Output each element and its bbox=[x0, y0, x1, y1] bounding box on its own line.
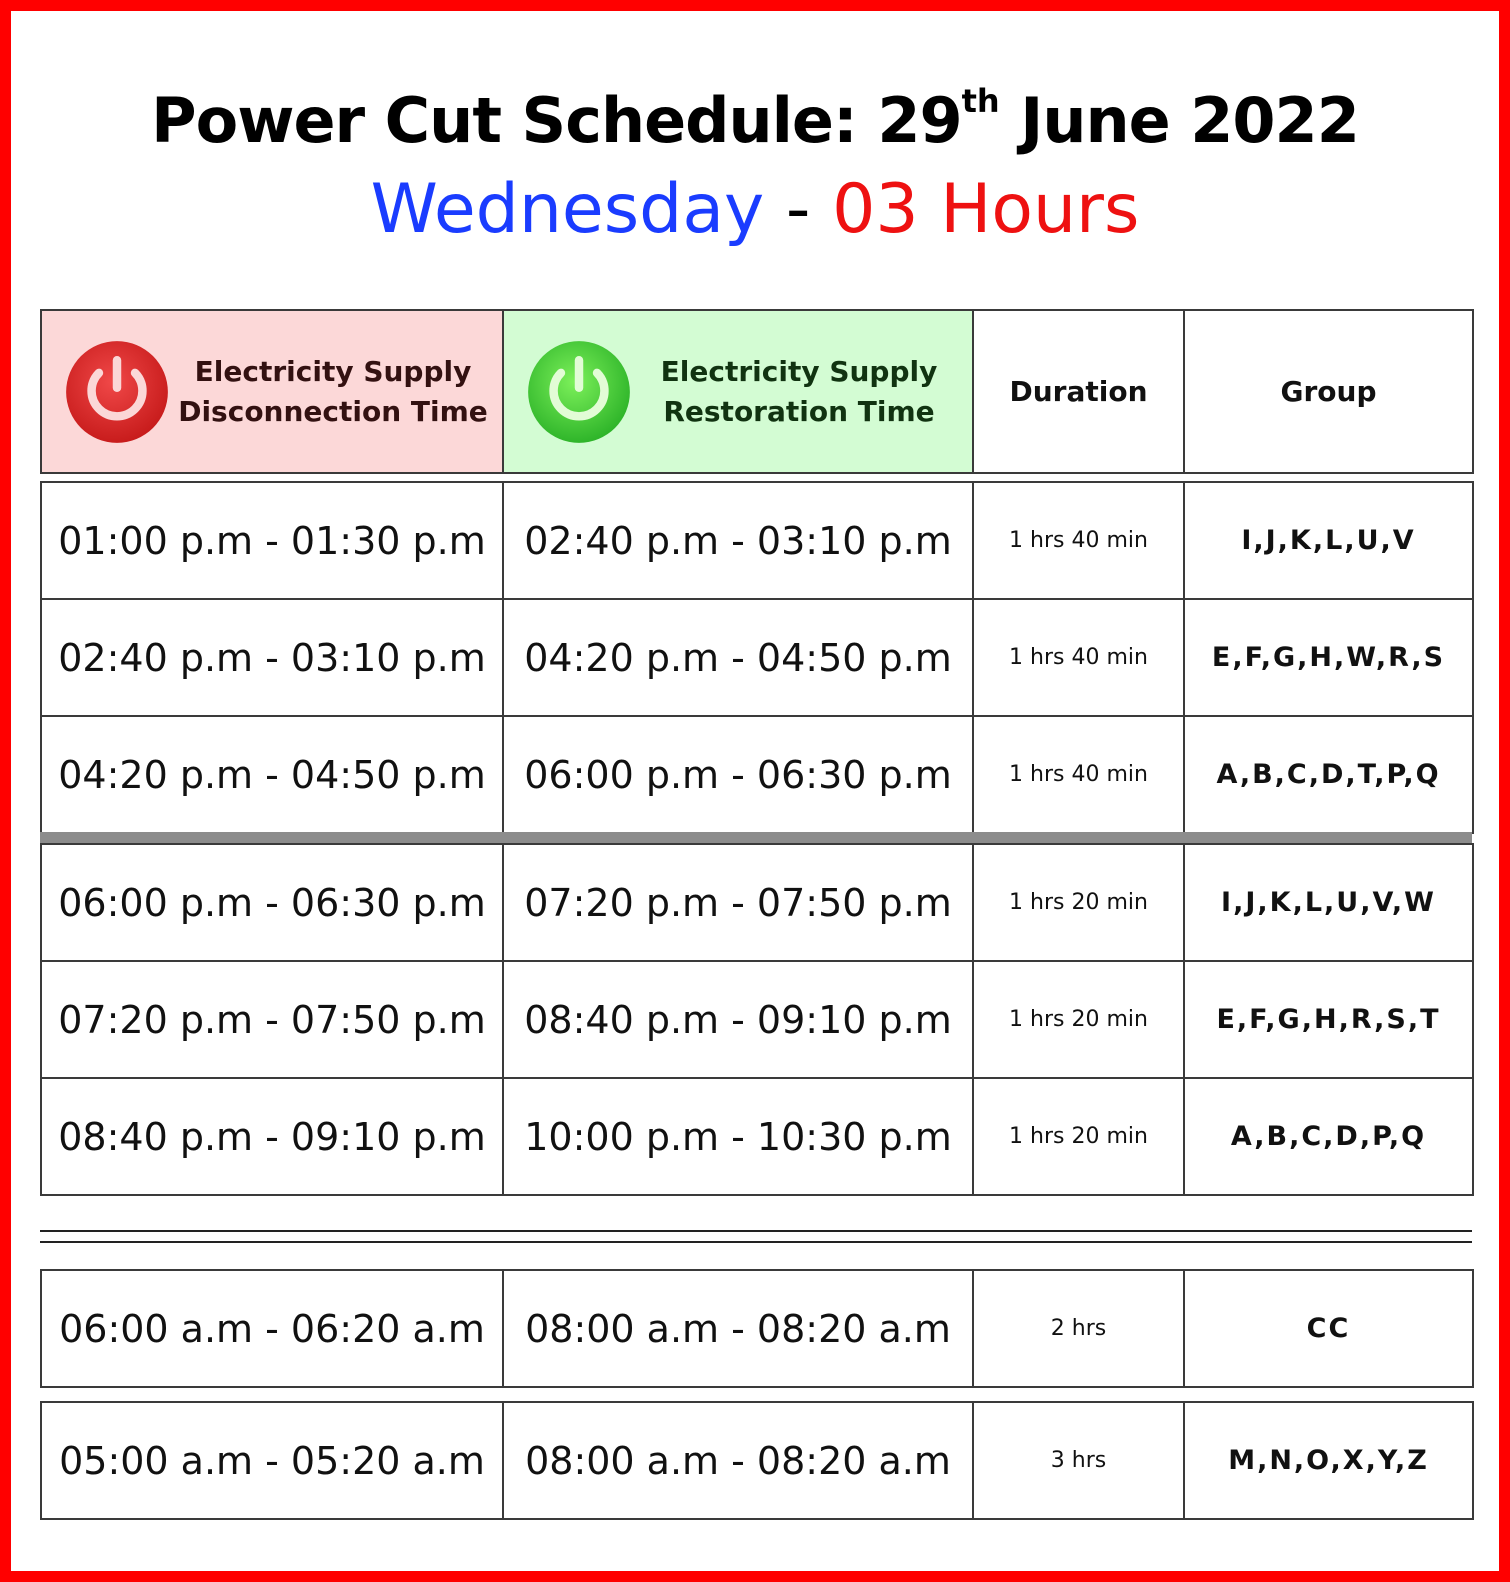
group-cell: A,B,C,D,P,Q bbox=[1184, 1078, 1473, 1195]
table-row bbox=[41, 1402, 1473, 1519]
group-cell: E,F,G,H,R,S,T bbox=[1184, 961, 1473, 1078]
group-cell: A,B,C,D,T,P,Q bbox=[1184, 716, 1473, 833]
divider-line bbox=[40, 1241, 1472, 1243]
disconnection-time: 06:00 a.m - 06:20 a.m bbox=[41, 1270, 503, 1387]
group-cell: CC bbox=[1184, 1270, 1473, 1387]
restoration-time: 06:00 p.m - 06:30 p.m bbox=[503, 716, 973, 833]
restoration-time: 08:40 p.m - 09:10 p.m bbox=[503, 961, 973, 1078]
disconnection-header bbox=[41, 310, 503, 473]
table-row bbox=[41, 1270, 1473, 1387]
duration-cell: 2 hrs bbox=[973, 1270, 1184, 1387]
section-divider bbox=[40, 832, 1472, 843]
power-on-green-icon bbox=[526, 339, 632, 445]
schedule-block-1 bbox=[40, 481, 1474, 834]
restoration-header bbox=[503, 310, 973, 473]
page-title: Power Cut Schedule: 29th June 2022 bbox=[151, 82, 1359, 157]
group-cell: I,J,K,L,U,V bbox=[1184, 482, 1473, 599]
disconnection-time: 08:40 p.m - 09:10 p.m bbox=[41, 1078, 503, 1195]
duration-cell: 1 hrs 20 min bbox=[973, 844, 1184, 961]
duration-cell: 1 hrs 20 min bbox=[973, 1078, 1184, 1195]
duration-header: Duration bbox=[973, 310, 1184, 473]
table-row bbox=[41, 961, 1473, 1078]
group-cell: I,J,K,L,U,V,W bbox=[1184, 844, 1473, 961]
group-cell: M,N,O,X,Y,Z bbox=[1184, 1402, 1473, 1519]
schedule-block-2 bbox=[40, 843, 1474, 1196]
morning-schedule-mnoxyz bbox=[40, 1401, 1474, 1520]
duration-cell: 1 hrs 40 min bbox=[973, 716, 1184, 833]
restoration-time: 07:20 p.m - 07:50 p.m bbox=[503, 844, 973, 961]
duration-cell: 1 hrs 40 min bbox=[973, 482, 1184, 599]
table-row bbox=[41, 599, 1473, 716]
disconnection-time: 07:20 p.m - 07:50 p.m bbox=[41, 961, 503, 1078]
disconnection-time: 04:20 p.m - 04:50 p.m bbox=[41, 716, 503, 833]
table-row bbox=[41, 844, 1473, 961]
disconnection-time: 06:00 p.m - 06:30 p.m bbox=[41, 844, 503, 961]
day-label: Wednesday bbox=[370, 170, 765, 249]
restoration-time: 04:20 p.m - 04:50 p.m bbox=[503, 599, 973, 716]
disconnection-time: 01:00 p.m - 01:30 p.m bbox=[41, 482, 503, 599]
disconnection-header-label: Electricity Supply Disconnection Time bbox=[178, 354, 488, 428]
disconnection-time: 05:00 a.m - 05:20 a.m bbox=[41, 1402, 503, 1519]
table-row bbox=[41, 716, 1473, 833]
hours-label: 03 Hours bbox=[832, 170, 1140, 249]
restoration-time: 02:40 p.m - 03:10 p.m bbox=[503, 482, 973, 599]
restoration-time: 08:00 a.m - 08:20 a.m bbox=[503, 1402, 973, 1519]
schedule-header-table bbox=[40, 309, 1474, 474]
group-header: Group bbox=[1184, 310, 1473, 473]
duration-cell: 3 hrs bbox=[973, 1402, 1184, 1519]
subtitle-separator: - bbox=[785, 170, 811, 249]
duration-cell: 1 hrs 40 min bbox=[973, 599, 1184, 716]
table-row bbox=[41, 1078, 1473, 1195]
morning-schedule-cc bbox=[40, 1269, 1474, 1388]
restoration-time: 10:00 p.m - 10:30 p.m bbox=[503, 1078, 973, 1195]
restoration-header-label: Electricity Supply Restoration Time bbox=[660, 354, 938, 428]
disconnection-time: 02:40 p.m - 03:10 p.m bbox=[41, 599, 503, 716]
divider-line bbox=[40, 1230, 1472, 1232]
group-cell: E,F,G,H,W,R,S bbox=[1184, 599, 1473, 716]
power-off-red-icon bbox=[64, 339, 170, 445]
restoration-time: 08:00 a.m - 08:20 a.m bbox=[503, 1270, 973, 1387]
page-subtitle bbox=[0, 170, 1510, 249]
duration-cell: 1 hrs 20 min bbox=[973, 961, 1184, 1078]
table-row bbox=[41, 482, 1473, 599]
